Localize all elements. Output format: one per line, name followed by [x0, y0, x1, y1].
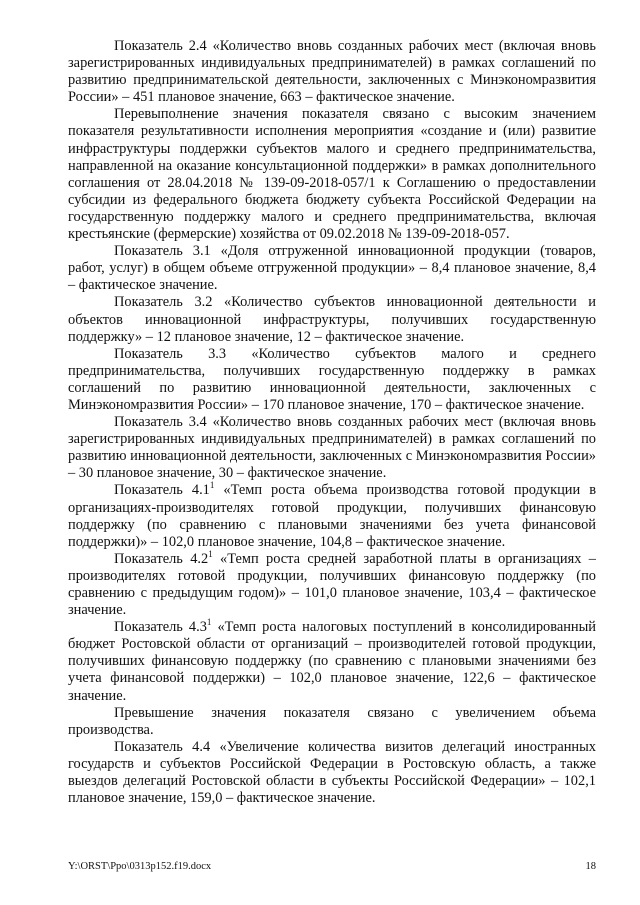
- paragraph-indicator-3-2: Показатель 3.2 «Количество субъектов инновационной деятельности и объектов инновационной инфраструктуры, получивших государственную поддержку» – 12 плановое значение, 12 – фактическое значение.: [68, 294, 596, 345]
- paragraph-indicator-4-2: [68, 551, 596, 619]
- indicator-4-2-label: Показатель 4.2: [114, 550, 209, 567]
- footer-file-path: Y:\ORST\Ppo\0313p152.f19.docx: [68, 861, 212, 872]
- paragraph-indicator-4-3: [68, 619, 596, 704]
- paragraph-indicator-2-4: Показатель 2.4 «Количество вновь созданных рабочих мест (включая вновь зарегистрированных индивидуальных предпринимателей) в рамках соглашений по развитию предпринимательской деятельности, заключенных с Минэкономразвития России» – 451 плановое значение, 663 – фактическое значение.: [68, 38, 596, 106]
- indicator-4-3-label: Показатель 4.3: [114, 619, 207, 636]
- paragraph-indicator-3-4: Показатель 3.4 «Количество вновь созданных рабочих мест (включая вновь зарегистрированных индивидуальных предпринимателей) в рамках соглашений по развитию инновационной деятельности, заключенных с Минэкономразвития России» – 30 плановое значение, 30 – фактическое значение.: [68, 414, 596, 482]
- indicator-4-1-text: «Темп роста объема производства готовой продукции в организациях-производителях готовой продукции, получивших финансовую поддержку (по сравнению с плановыми значениями без учета финансовой поддержки)» – 102,0 плановое значение, 104,8 – фактическое значение.: [68, 482, 596, 550]
- paragraph-indicator-4-1: [68, 482, 596, 550]
- paragraph-indicator-3-3: Показатель 3.3 «Количество субъектов малого и среднего предпринимательства, получивших государственную поддержку в рамках соглашений по развитию инновационной деятельности, заключенных с Минэкономразвития России» – 170 плановое значение, 170 – фактическое значение.: [68, 345, 596, 413]
- indicator-4-2-text: «Темп роста средней заработной платы в организациях – производителях готовой продукции, получивших финансовую поддержку (по сравнению с предыдущим годом)» – 101,0 плановое значение, 103,4 – фактическое значение.: [68, 550, 596, 619]
- footnote-marker: 1: [208, 549, 213, 560]
- paragraph-indicator-4-4: Показатель 4.4 «Увеличение количества визитов делегаций иностранных государств и субъектов Российской Федерации в Ростовскую область, а также выездов делегаций Ростовской области в субъекты Российской Федерации» – 102,1 плановое значение, 159,0 – фактическое значение.: [68, 738, 596, 807]
- indicator-4-3-text: «Темп роста налоговых поступлений в консолидированный бюджет Ростовской области от организаций – производителей готовой продукции, получивших финансовую поддержку (по сравнению с плановыми значениями без учета финансовой поддержки) – 102,0 плановое значение, 122,6 – фактическое значение.: [68, 619, 596, 704]
- document-body: [68, 38, 596, 807]
- indicator-4-1-label: Показатель 4.1: [114, 482, 210, 499]
- paragraph-excess-explanation: Превышение значения показателя связано с увеличением объема производства.: [68, 704, 596, 738]
- page-number: 18: [585, 861, 596, 872]
- footnote-marker: 1: [206, 617, 212, 628]
- paragraph-indicator-3-1: Показатель 3.1 «Доля отгруженной инновационной продукции (товаров, работ, услуг) в общем объеме отгруженной продукции» – 8,4 плановое значение, 8,4 – фактическое значение.: [68, 243, 596, 294]
- footnote-marker: 1: [209, 480, 215, 491]
- paragraph-overfulfillment-2-4: Перевыполнение значения показателя связано с высоким значением показателя результативности исполнения мероприятия «создание и (или) развитие инфраструктуры поддержки субъектов малого и среднего предпринимательства, направленной на оказание консультационной поддержки» в рамках дополнительного соглашения от 28.04.2018 № 139-09-2018-057/1 к Соглашению о предоставлении субсидии из федерального бюджета бюджету субъекта Российской Федерации на государственную поддержку малого и среднего предпринимательства, включая крестьянские (фермерские) хозяйства от 09.02.2018 № 139-09-2018-057.: [68, 106, 596, 243]
